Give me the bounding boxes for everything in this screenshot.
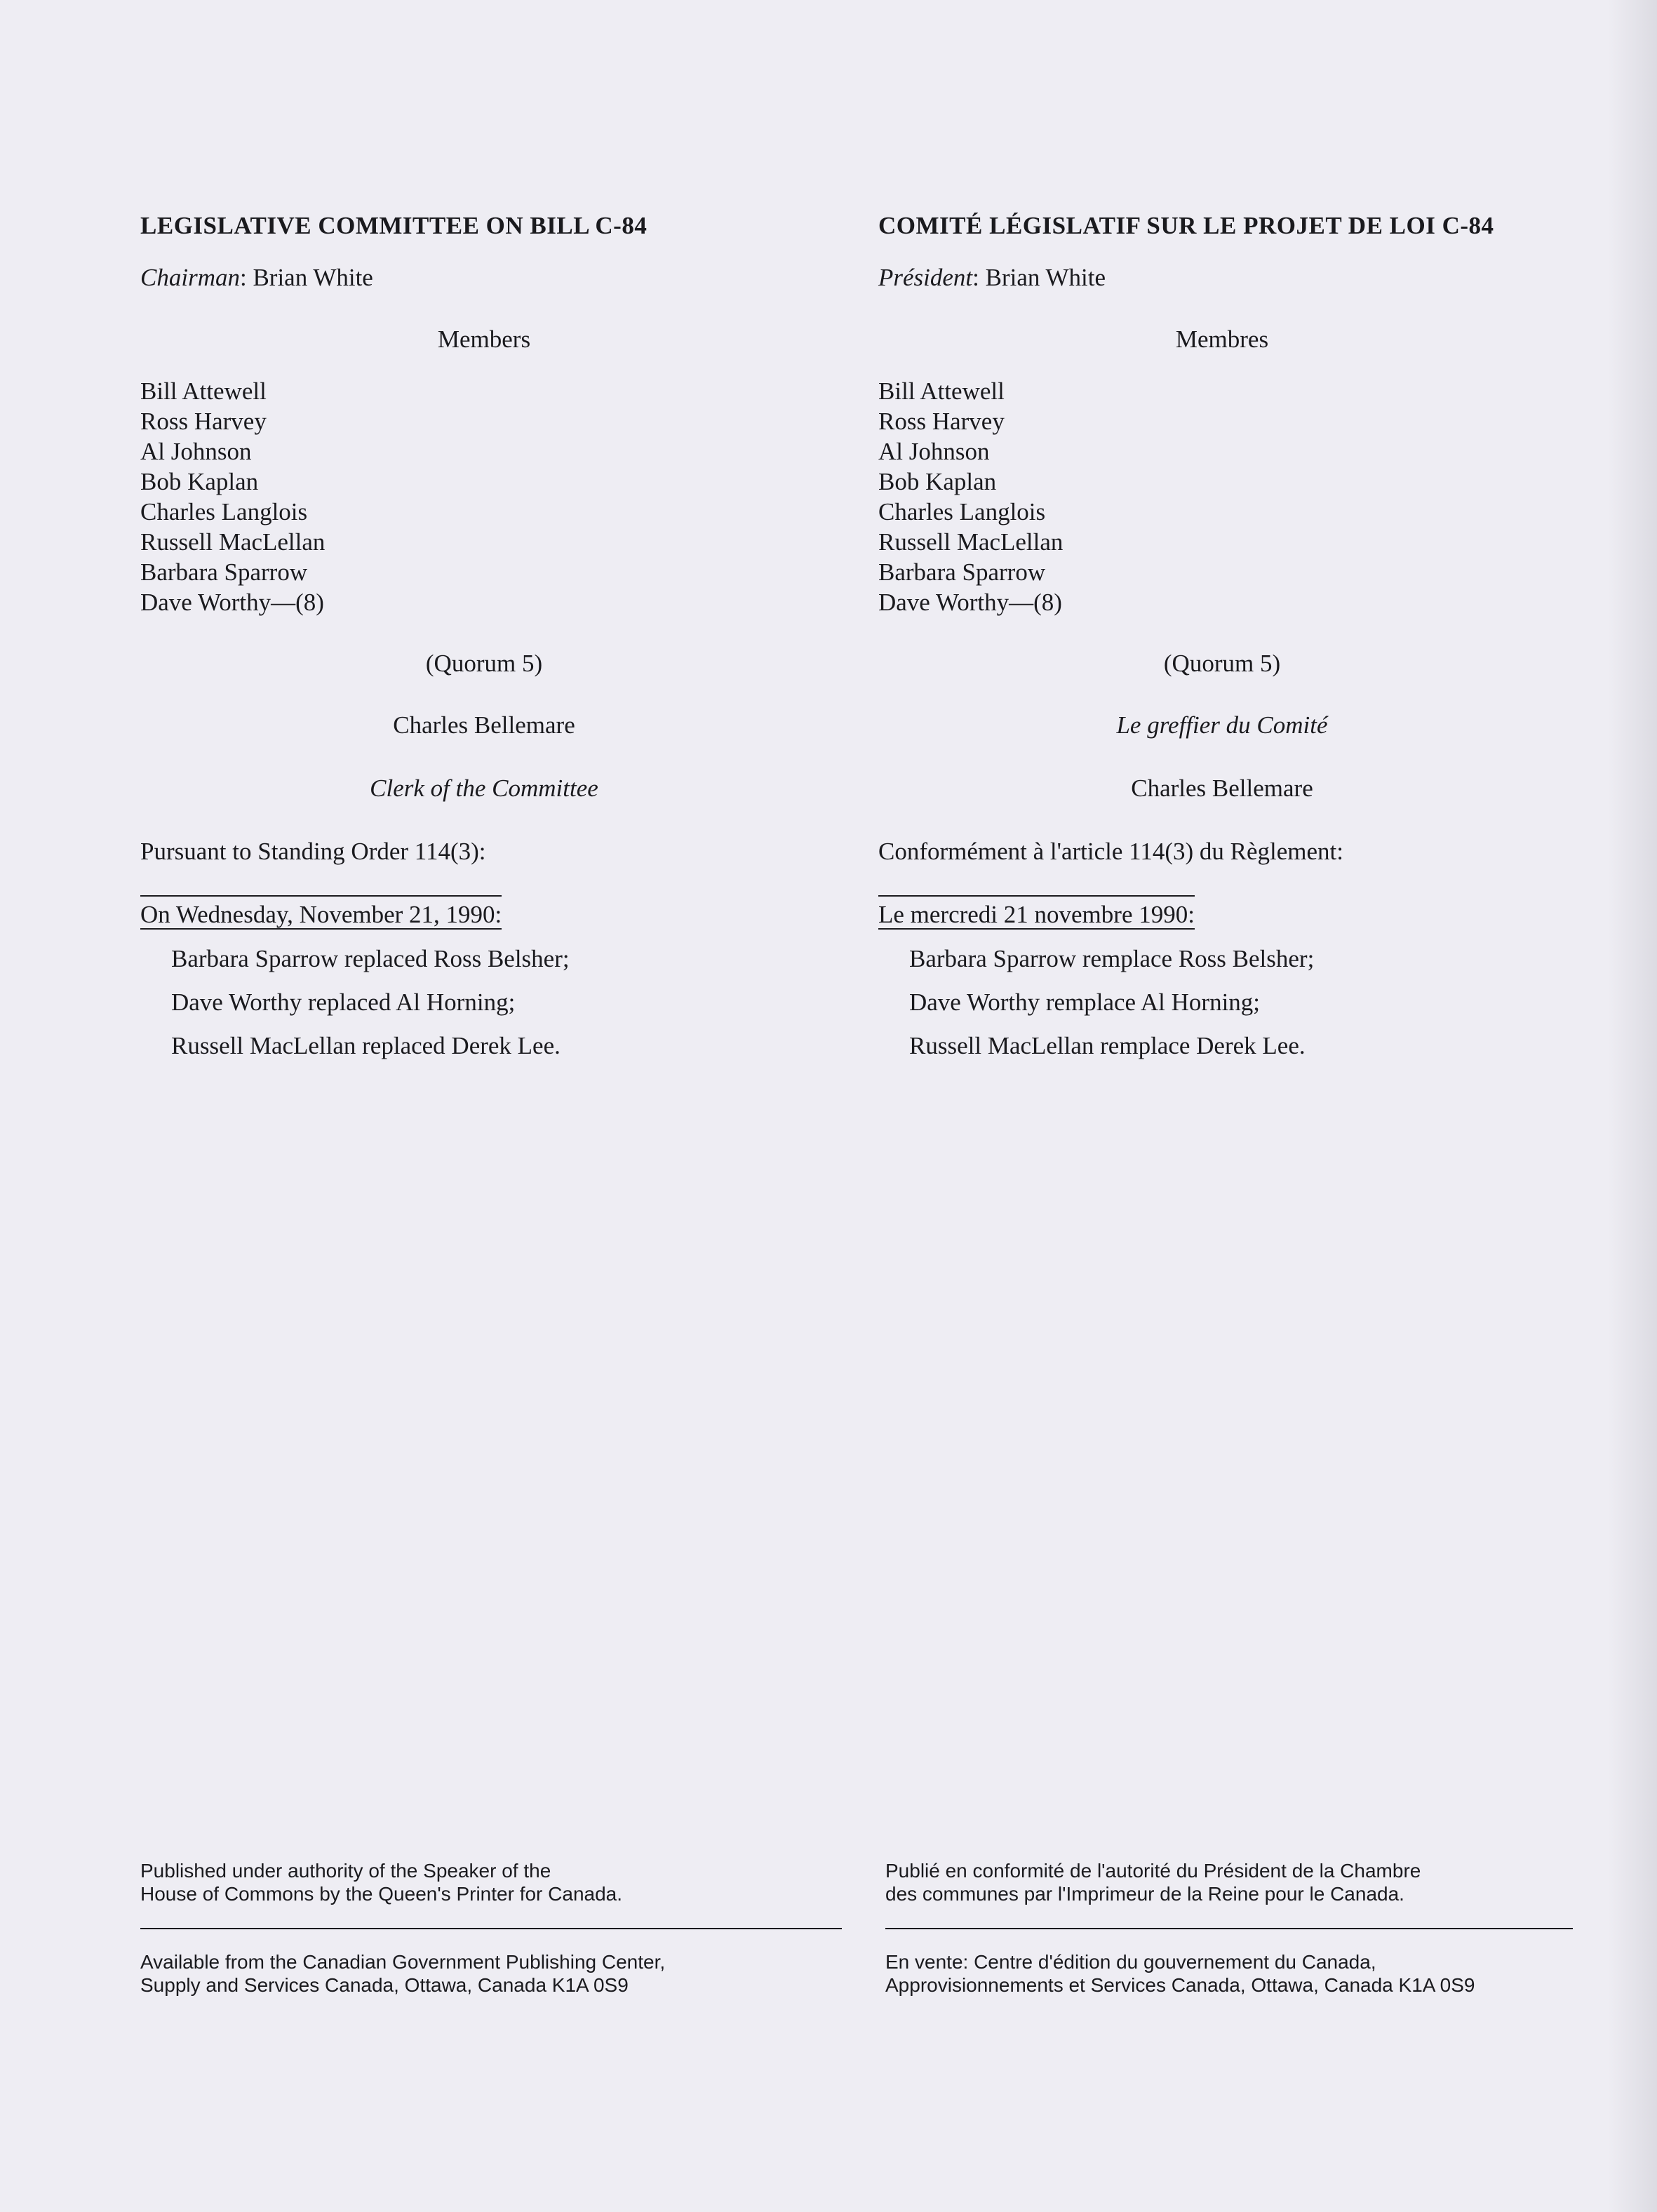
available-from-line-2-fr: Approvisionnements et Services Canada, Ottawa, Canada K1A 0S9: [885, 1974, 1475, 1996]
standing-order-fr: Conformément à l'article 114(3) du Règlement:: [878, 838, 1344, 865]
available-from-line-1-en: Available from the Canadian Government Publishing Center,: [140, 1951, 666, 1973]
member-item: Bill Attewell: [140, 377, 267, 405]
clerk-title-fr: Le greffier du Comité: [1116, 711, 1328, 739]
footer-divider-en: [140, 1928, 842, 1929]
replacement-list-fr: [878, 937, 1566, 1068]
member-item: Ross Harvey: [140, 408, 267, 435]
publisher-footer-fr: [885, 1859, 1573, 1997]
page-edge-shadow: [1608, 0, 1657, 2212]
publisher-footer-en: [140, 1859, 842, 1997]
member-item: Charles Langlois: [878, 498, 1046, 525]
member-item: Dave Worthy—(8): [140, 589, 324, 616]
meeting-date-text-fr: Le mercredi 21 novembre 1990:: [878, 901, 1195, 928]
member-item: Bob Kaplan: [140, 468, 259, 495]
chairman-label-en: Chairman: [140, 264, 240, 291]
members-title-en: Members: [437, 326, 531, 353]
published-by-line-2-en: House of Commons by the Queen's Printer for Canada.: [140, 1883, 623, 1905]
member-item: Al Johnson: [878, 438, 990, 465]
replacement-list-en: [140, 937, 828, 1068]
published-by-line-2-fr: des communes par l'Imprimeur de la Reine pour le Canada.: [885, 1883, 1404, 1905]
clerk-title-en: Clerk of the Committee: [370, 775, 598, 802]
french-column: [878, 210, 1566, 1068]
quorum-en: (Quorum 5): [425, 650, 543, 677]
replacement-item: Russell MacLellan remplace Derek Lee.: [909, 1032, 1306, 1059]
replacement-item: Dave Worthy replaced Al Horning;: [171, 988, 516, 1016]
member-item: Charles Langlois: [140, 498, 308, 525]
replacement-item: Barbara Sparrow remplace Ross Belsher;: [909, 945, 1315, 972]
published-by-line-1-fr: Publié en conformité de l'autorité du Président de la Chambre: [885, 1860, 1421, 1882]
meeting-date-text-en: On Wednesday, November 21, 1990:: [140, 901, 502, 928]
clerk-name-en: Charles Bellemare: [393, 711, 575, 739]
chairman-name-fr: : Brian White: [972, 264, 1106, 291]
english-column: [140, 210, 828, 1068]
committee-heading-en: LEGISLATIVE COMMITTEE ON BILL C-84: [140, 212, 648, 239]
member-item: Al Johnson: [140, 438, 252, 465]
member-item: Barbara Sparrow: [878, 558, 1046, 586]
members-title-fr: Membres: [1175, 326, 1269, 353]
chairman-label-fr: Président: [878, 264, 973, 291]
clerk-name-fr: Charles Bellemare: [1131, 775, 1313, 802]
member-item: Ross Harvey: [878, 408, 1005, 435]
published-by-line-1-en: Published under authority of the Speaker of the: [140, 1860, 551, 1882]
member-list-en: [140, 376, 828, 617]
meeting-date-fr: [878, 895, 1195, 930]
chairman-line-fr: [878, 262, 1566, 293]
member-item: Russell MacLellan: [140, 528, 326, 556]
member-item: Bill Attewell: [878, 377, 1005, 405]
replacement-item: Barbara Sparrow replaced Ross Belsher;: [171, 945, 570, 972]
chairman-name-en: : Brian White: [239, 264, 373, 291]
member-item: Dave Worthy—(8): [878, 589, 1062, 616]
available-from-line-2-en: Supply and Services Canada, Ottawa, Canada K1A 0S9: [140, 1974, 629, 1996]
member-list-fr: [878, 376, 1566, 617]
committee-heading-fr: COMITÉ LÉGISLATIF SUR LE PROJET DE LOI C-84: [878, 212, 1494, 239]
chairman-line-en: [140, 262, 828, 293]
available-from-line-1-fr: En vente: Centre d'édition du gouvernement du Canada,: [885, 1951, 1376, 1973]
footer-divider-fr: [885, 1928, 1573, 1929]
replacement-item: Russell MacLellan replaced Derek Lee.: [171, 1032, 561, 1059]
member-item: Bob Kaplan: [878, 468, 997, 495]
member-item: Russell MacLellan: [878, 528, 1064, 556]
member-item: Barbara Sparrow: [140, 558, 308, 586]
replacement-item: Dave Worthy remplace Al Horning;: [909, 988, 1261, 1016]
meeting-date-en: [140, 895, 502, 930]
quorum-fr: (Quorum 5): [1163, 650, 1281, 677]
standing-order-en: Pursuant to Standing Order 114(3):: [140, 838, 486, 865]
